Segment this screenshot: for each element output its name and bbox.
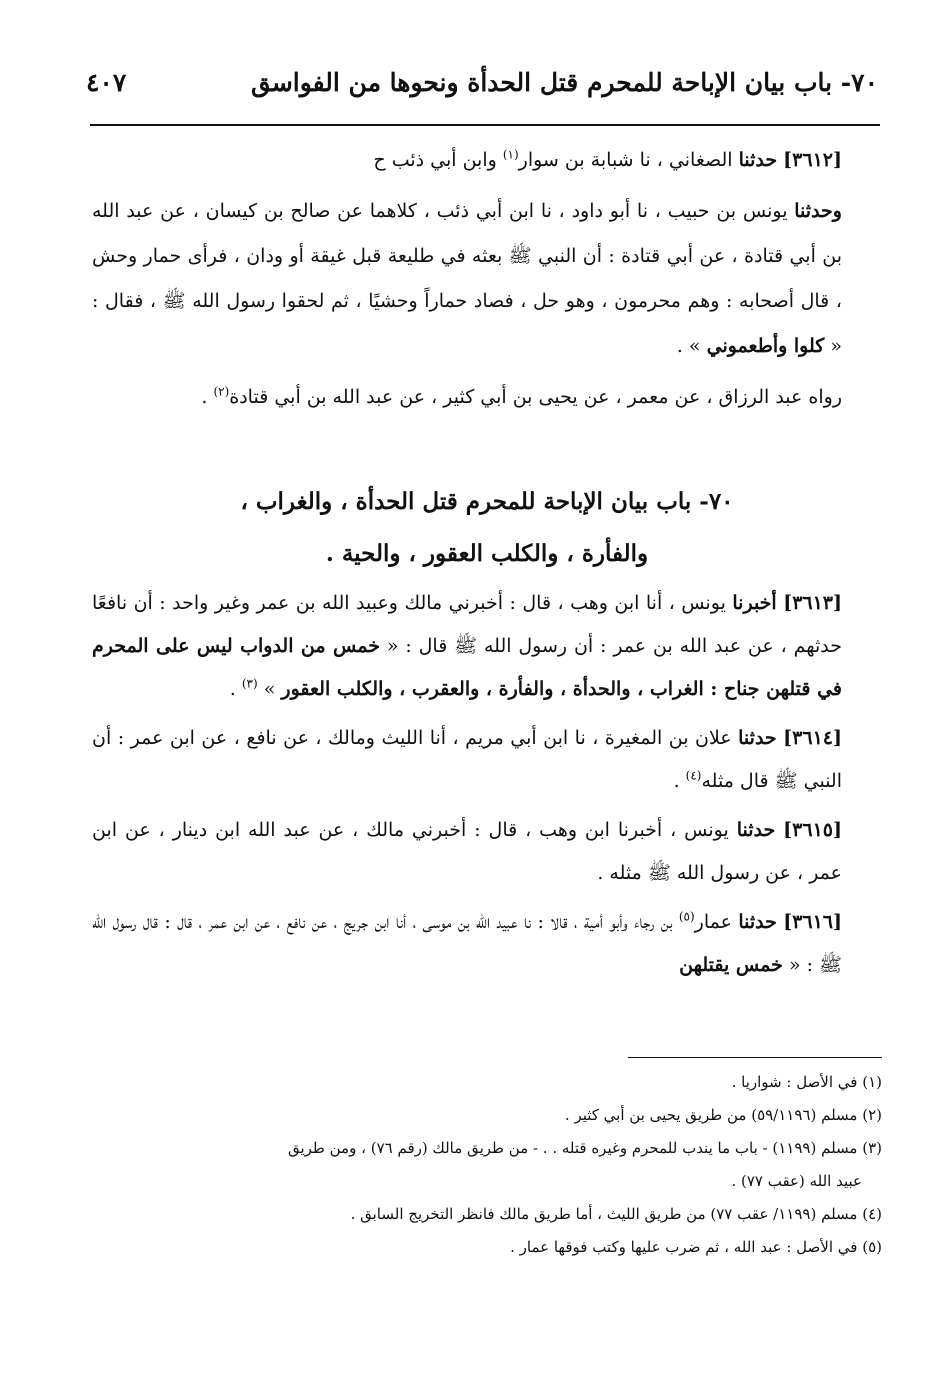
- hadith-text: علان بن المغيرة ، نا ابن أبي مريم ، أنا الليث ومالك ، عن نافع ، عن ابن عمر : أن النبي ﷺ قال مثله: [92, 727, 842, 792]
- page-header: [86, 62, 878, 114]
- narration-lead: أخبرنا: [732, 592, 777, 614]
- footnote-ref: (٤): [685, 768, 702, 783]
- footnote-3: (٣) مسلم (١١٩٩) - باب ما يندب للمحرم وغيره قتله . . - من طريق مالك (رقم ٧٦) ، ومن طريق: [287, 1139, 882, 1157]
- footnote-ref: (٢): [213, 384, 230, 399]
- hadith-number: [٣٦١٢]: [783, 149, 842, 171]
- footnote-2: (٢) مسلم (٥٩/١١٩٦) من طريق يحيى بن أبي كثير .: [564, 1106, 882, 1124]
- hadith-text: رواه عبد الرزاق ، عن معمر ، عن يحيى بن أبي كثير ، عن عبد الله بن أبي قتادة: [229, 386, 842, 408]
- footnote-ref: (١): [502, 147, 519, 162]
- chapter-heading-line-1: ٧٠- باب بيان الإباحة للمحرم قتل الحدأة ، والغراب ،: [240, 488, 734, 515]
- hadith-text: الصغاني ، نا شبابة بن سوار: [518, 149, 733, 171]
- hadith-text: وابن أبي ذئب ح: [373, 149, 503, 171]
- narration-lead: حدثنا: [738, 911, 777, 933]
- hadith-number: [٣٦١٦]: [783, 911, 843, 933]
- text-block-bottom: [92, 582, 882, 993]
- hadith-text: »: [257, 678, 276, 700]
- hadith-text: يونس ، أنا ابن وهب ، قال : أخبرني مالك وعبيد الله بن عمر وغير واحد : أن نافعًا حدثهم ، عن عبد الله بن عمر : أن رسول الله ﷺ قال : «: [92, 592, 843, 657]
- chapter-heading: [92, 476, 882, 580]
- hadith-3614: [92, 717, 882, 803]
- footnote-3-continuation: عبيد الله (عقب ٧٧) .: [731, 1172, 862, 1190]
- text-block-top: [92, 138, 882, 426]
- hadith-3612-note: [92, 375, 882, 420]
- footnotes: [92, 1066, 882, 1264]
- prophetic-quote: خمس من الدواب ليس على المحرم في قتلهن جناح : الغراب ، والحدأة ، والفأرة ، والعقرب ، والكلب العقور: [92, 635, 842, 700]
- page-number: ٤٠٧: [86, 68, 127, 97]
- hadith-text: بن رجاء وأبو أمية ، قالا : نا عبيد الله بن موسى ، أنا ابن جريج ، عن نافع ، عن ابن عمر ، قال : قال رسول الله ﷺ : «: [92, 911, 842, 976]
- hadith-3613: [92, 582, 882, 711]
- hadith-text: يونس ، أخبرنا ابن وهب ، قال : أخبرني مالك ، عن عبد الله ابن دينار ، عن ابن عمر ، عن رسول الله ﷺ مثله .: [92, 819, 842, 884]
- footnote-separator: [628, 1057, 882, 1058]
- hadith-number: [٣٦١٥]: [783, 819, 842, 841]
- hadith-text: .: [201, 386, 214, 408]
- hadith-text: عمار: [694, 911, 732, 933]
- hadith-number: [٣٦١٣]: [783, 592, 843, 614]
- chapter-heading-line-2: والفأرة ، والكلب العقور ، والحية .: [325, 540, 649, 567]
- footnote-ref: (٣): [241, 676, 258, 691]
- hadith-text: .: [229, 678, 242, 700]
- footnote-ref: (٥): [678, 909, 695, 924]
- hadith-text: » .: [676, 335, 701, 357]
- narration-lead: وحدثنا: [794, 200, 842, 222]
- footnote-5: (٥) في الأصل : عبد الله ، ثم ضرب عليها وكتب فوقها عمار .: [510, 1238, 882, 1256]
- footnote-4: (٤) مسلم (١١٩٩/ عقب ٧٧) من طريق الليث ، أما طريق مالك فانظر التخريج السابق .: [350, 1205, 882, 1223]
- hadith-text: يونس بن حبيب ، نا أبو داود ، نا ابن أبي ذئب ، كلاهما عن صالح بن كيسان ، عن عبد الله بن أبي قتادة ، عن أبي قتادة : أن النبي ﷺ بعثه في طليعة قبل غيقة أو ودان ، فرأى حمار وحش ، قال أصحابه : وهم محرمون ، وهو حل ، فصاد حماراً وحشيًا ، ثم لحقوا رسول الله ﷺ ، فقال : «: [92, 200, 842, 357]
- hadith-number: [٣٦١٤]: [783, 727, 842, 749]
- narration-lead: حدثنا: [738, 149, 778, 171]
- hadith-text: .: [673, 770, 686, 792]
- hadith-3615: [92, 809, 882, 895]
- hadith-3616: [92, 901, 882, 987]
- header-rule: [90, 124, 880, 126]
- running-title: ٧٠- باب بيان الإباحة للمحرم قتل الحدأة ونحوها من الفواسق: [250, 68, 878, 97]
- hadith-3612-chain-2: [92, 189, 882, 369]
- hadith-3612: [92, 138, 882, 183]
- prophetic-quote: خمس يقتلهن: [679, 954, 783, 976]
- narration-lead: حدثنا: [736, 819, 776, 841]
- footnote-1: (١) في الأصل : شواريا .: [731, 1073, 882, 1091]
- prophetic-quote: كلوا وأطعموني: [706, 335, 825, 357]
- narration-lead: حدثنا: [738, 727, 777, 749]
